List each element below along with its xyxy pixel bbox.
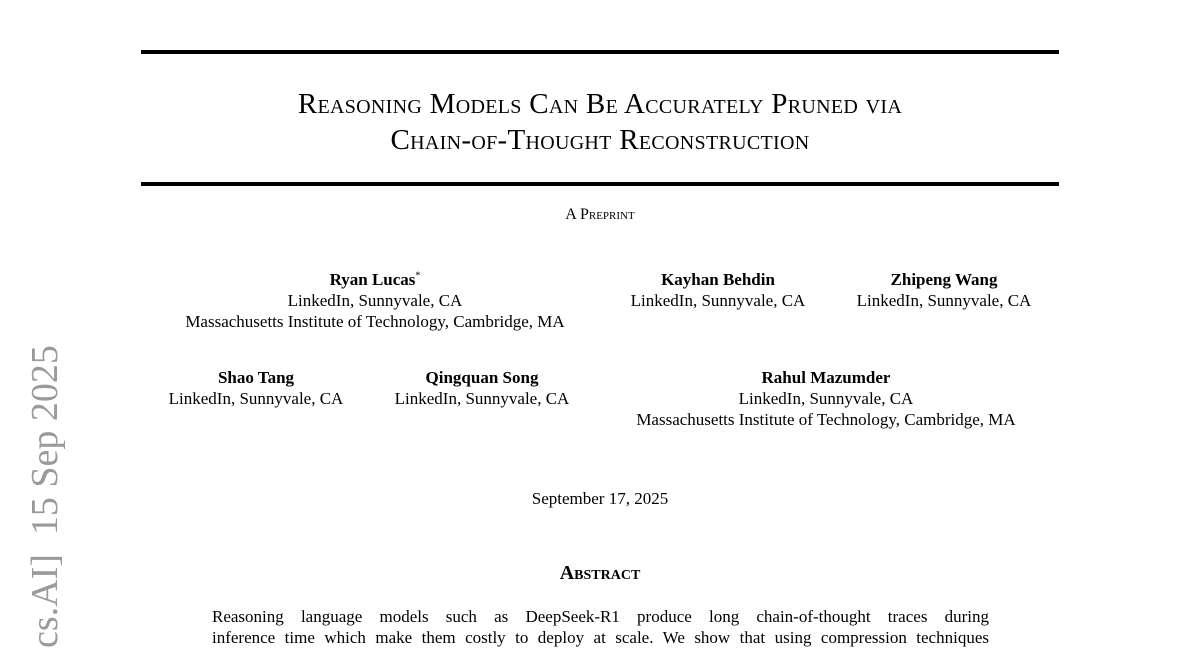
author-block (376, 367, 588, 409)
author-block (600, 367, 1052, 430)
author-name: Shao Tang (217, 368, 295, 387)
author-block (612, 269, 824, 311)
arxiv-sidebar-stamp: cs.AI] 15 Sep 2025 (24, 345, 66, 648)
abstract-text (212, 606, 989, 648)
author-name: Ryan Lucas (329, 270, 416, 289)
author-affiliation: Massachusetts Institute of Technology, Cambridge, MA (636, 410, 1016, 429)
author-block (150, 367, 362, 409)
author-footnote-mark: * (415, 270, 421, 282)
author-affiliation: LinkedIn, Sunnyvale, CA (738, 389, 914, 408)
abstract-heading: Abstract (559, 562, 641, 584)
author-block (838, 269, 1050, 311)
author-affiliation: LinkedIn, Sunnyvale, CA (630, 291, 806, 310)
author-affiliation: LinkedIn, Sunnyvale, CA (287, 291, 463, 310)
author-name: Rahul Mazumder (761, 368, 891, 387)
title-line-1: Reasoning Models Can Be Accurately Pruned via (297, 88, 903, 120)
author-affiliation: LinkedIn, Sunnyvale, CA (394, 389, 570, 408)
title-top-rule (141, 50, 1059, 54)
author-name: Qingquan Song (425, 368, 539, 387)
title-line-2: Chain-of-Thought Reconstruction (390, 124, 810, 156)
author-affiliation: LinkedIn, Sunnyvale, CA (856, 291, 1032, 310)
abstract-line: inference time which make them costly to deploy at scale. We show that using compression techniques (212, 628, 989, 647)
title-bottom-rule (141, 182, 1059, 186)
author-affiliation: Massachusetts Institute of Technology, Cambridge, MA (185, 312, 565, 331)
paper-title (141, 86, 1059, 158)
author-affiliation: LinkedIn, Sunnyvale, CA (168, 389, 344, 408)
abstract-line: Reasoning language models such as DeepSeek-R1 produce long chain-of-thought traces during (212, 607, 989, 626)
author-name: Zhipeng Wang (890, 270, 998, 289)
author-block (150, 269, 600, 332)
preprint-label: A Preprint (565, 206, 635, 223)
publication-date: September 17, 2025 (531, 489, 669, 508)
author-name: Kayhan Behdin (661, 270, 775, 289)
